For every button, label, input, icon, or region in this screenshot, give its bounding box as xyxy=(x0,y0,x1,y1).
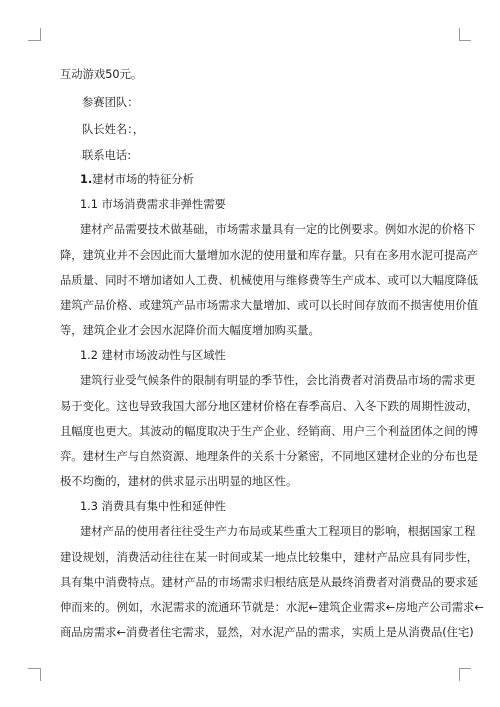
crop-mark-bottom-right xyxy=(459,668,471,669)
subsection-2-title: 1.2 建材市场波动性与区域性 xyxy=(80,349,226,362)
paragraph-1-line: 建筑产品价格、或建筑产品市场需求大量增加、或可以长时间存放而不损害使用价值 xyxy=(60,299,478,312)
section-title-number: 1. xyxy=(80,173,93,186)
crop-mark-top-right xyxy=(459,40,471,41)
team-label: 参赛团队： xyxy=(82,96,139,109)
captain-label: 队长姓名：， xyxy=(82,123,145,136)
paragraph-3-line: 伸而来的。例如，水泥需求的流通环节就是：水泥←建筑企业需求←房地产公司需求← xyxy=(60,601,484,614)
paragraph-2-line: 建筑行业受气候条件的限制有明显的季节性，会比消费者对消费品市场的需求更 xyxy=(80,374,476,387)
crop-mark-top-right-v xyxy=(459,28,460,41)
paragraph-1-line: 降，建筑业并不会因此而大量增加水泥的使用量和库存量。只有在多用水泥可提高产 xyxy=(60,249,478,262)
paragraph-1-line: 品质量、同时不增加诸如人工费、机械使用与维修费等生产成本、或可以大幅度降低 xyxy=(60,274,478,287)
crop-mark-bottom-right-v xyxy=(459,668,460,681)
subsection-1-title: 1.1 市场消费需求非弹性需要 xyxy=(80,198,226,211)
section-title-text: 建材市场的特征分析 xyxy=(92,173,194,186)
paragraph-2-line: 极不均衡的，建材的供求显示出明显的地区性。 xyxy=(60,475,298,488)
paragraph-1-line: 等，建筑企业才会因水泥降价而大幅度增加购买量。 xyxy=(60,324,320,337)
crop-mark-bottom-left-v xyxy=(40,668,41,681)
paragraph-1-line: 建材产品需要技术做基础，市场需求量具有一定的比例要求。例如水泥的价格下 xyxy=(80,223,476,236)
phone-label: 联系电话: xyxy=(82,149,131,162)
paragraph-3-line: 建材产品的使用者往往受生产力布局或某些重大工程项目的影响，根据国家工程 xyxy=(80,525,476,538)
header-line: 互动游戏50元。 xyxy=(60,68,143,81)
crop-mark-top-left xyxy=(28,40,40,41)
paragraph-2-line: 易于变化。这也导致我国大部分地区建材价格在春季高启、入冬下跌的周期性波动， xyxy=(60,400,478,413)
crop-mark-bottom-left xyxy=(28,668,40,669)
paragraph-2-line: 且幅度也更大。其波动的幅度取决于生产企业、经销商、用户三个利益团体之间的博 xyxy=(60,425,478,438)
subsection-3-title: 1.3 消费具有集中性和延伸性 xyxy=(80,500,226,513)
paragraph-3-line: 建设规划，消费活动往往在某一时间或某一地点比较集中，建材产品应具有同步性， xyxy=(60,551,478,564)
section-title xyxy=(80,172,194,188)
paragraph-3-line: 具有集中消费特点。建材产品的市场需求归根结底是从最终消费者对消费品的要求延 xyxy=(60,576,478,589)
crop-mark-top-left-v xyxy=(40,28,41,41)
paragraph-3-line: 商品房需求←消费者住宅需求，显然，对水泥产品的需求，实质上是从消费品(住宅) xyxy=(60,626,474,639)
paragraph-2-line: 弈。建材生产与自然资源、地理条件的关系十分紧密，不同地区建材企业的分布也是 xyxy=(60,450,478,463)
